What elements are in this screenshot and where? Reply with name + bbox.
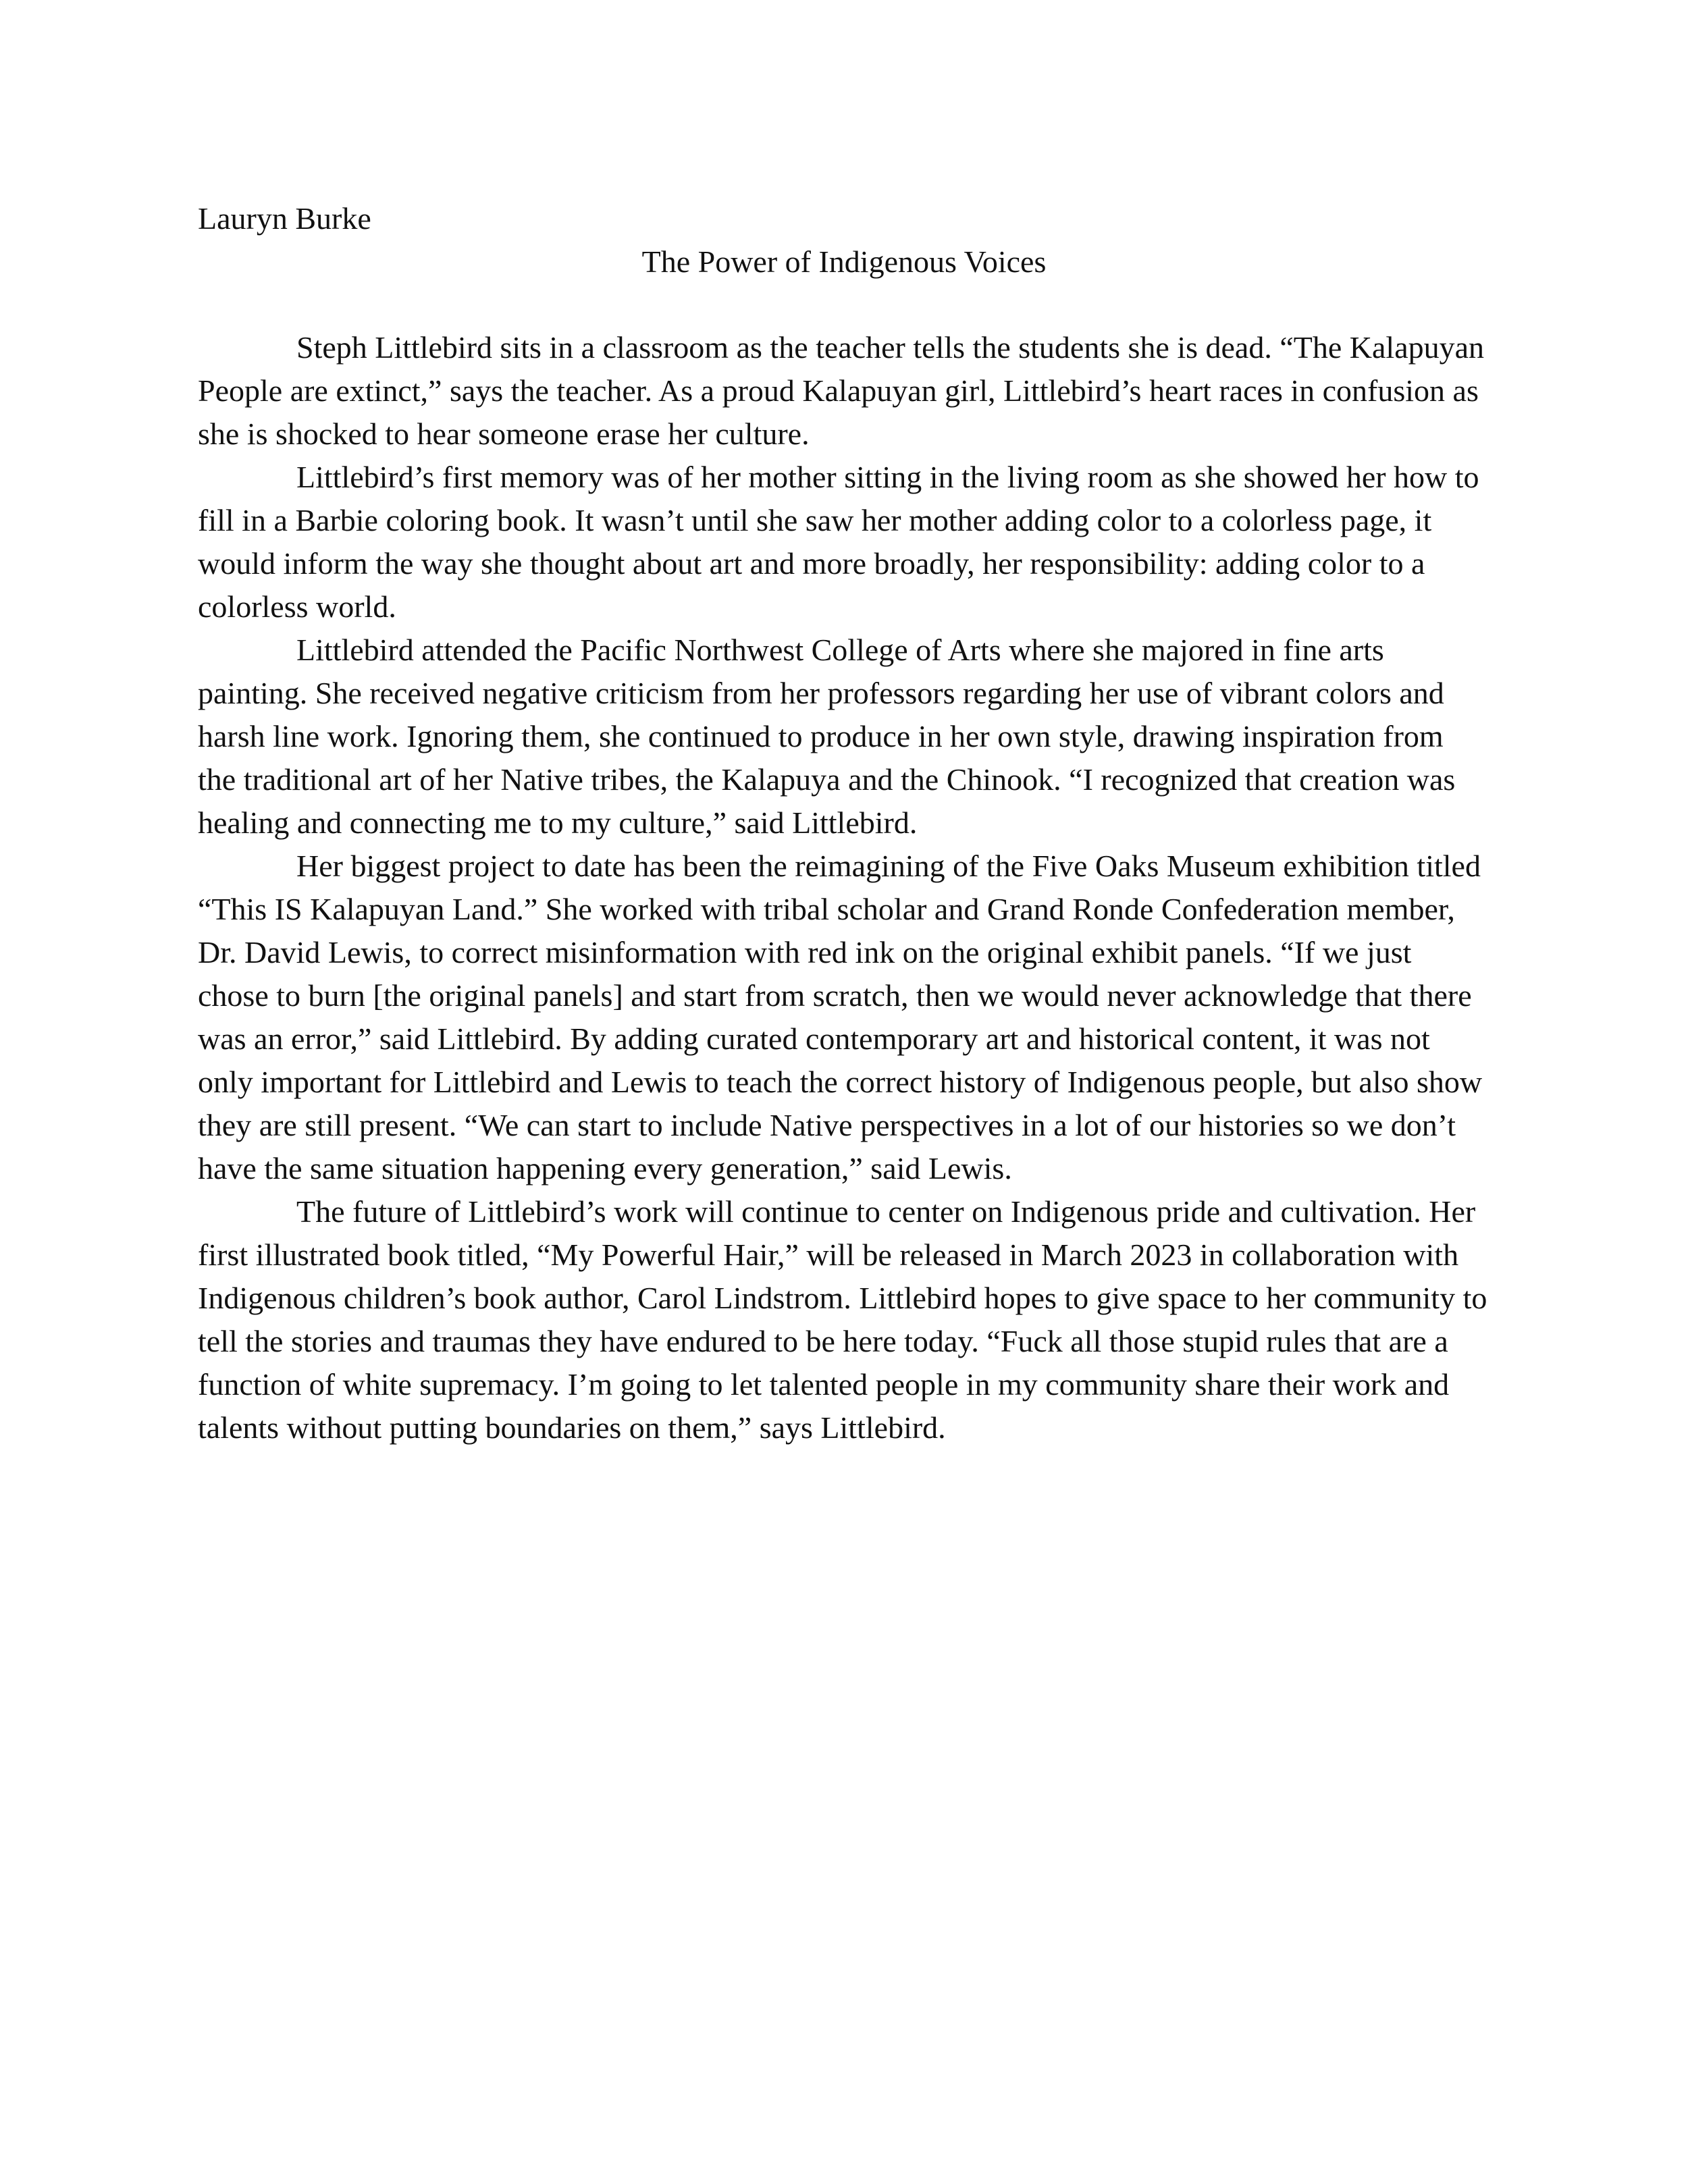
document-title: The Power of Indigenous Voices: [641, 244, 1047, 279]
paragraph-5: The future of Littlebird’s work will continue to center on Indigenous pride and cultivation. Her first illustrated book titled, “My Powerful Hair,” will be released in March 2023 in collaboration with Indigenous children’s book author, Carol Lindstrom. Littlebird hopes to give space to her community to tell the stories and traumas they have endured to be here today. “Fuck all those stupid rules that are a function of white supremacy. I’m going to let talented people in my community share their work and talents without putting boundaries on them,” says Littlebird.: [198, 1194, 1487, 1445]
paragraph-2: Littlebird’s first memory was of her mother sitting in the living room as she showed her how to fill in a Barbie coloring book. It wasn’t until she saw her mother adding color to a colorless page, it would inform the way she thought about art and more broadly, her responsibility: adding color to a colorless world.: [198, 460, 1479, 624]
paragraph-4: Her biggest project to date has been the reimagining of the Five Oaks Museum exhibition titled “This IS Kalapuyan Land.” She worked with tribal scholar and Grand Ronde Confederation member, Dr. David Lewis, to correct misinformation with red ink on the original exhibit panels. “If we just chose to burn [the original panels] and start from scratch, then we would never acknowledge that there was an error,” said Littlebird. By adding curated contemporary art and historical content, it was not only important for Littlebird and Lewis to teach the correct history of Indigenous people, but also show they are still present. “We can start to include Native perspectives in a lot of our histories so we don’t have the same situation happening every generation,” said Lewis.: [198, 849, 1483, 1186]
document-body: [198, 326, 1487, 1449]
paragraph-1: Steph Littlebird sits in a classroom as the teacher tells the students she is dead. “The Kalapuyan People are extinct,” says the teacher. As a proud Kalapuyan girl, Littlebird’s heart races in confusion as she is shocked to hear someone erase her culture.: [198, 330, 1485, 451]
paragraph-3: Littlebird attended the Pacific Northwest College of Arts where she majored in fine arts painting. She received negative criticism from her professors regarding her use of vibrant colors and harsh line work. Ignoring them, she continued to produce in her own style, drawing inspiration from the traditional art of her Native tribes, the Kalapuya and the Chinook. “I recognized that creation was healing and connecting me to my culture,” said Littlebird.: [198, 633, 1456, 840]
author-name: Lauryn Burke: [198, 201, 371, 236]
